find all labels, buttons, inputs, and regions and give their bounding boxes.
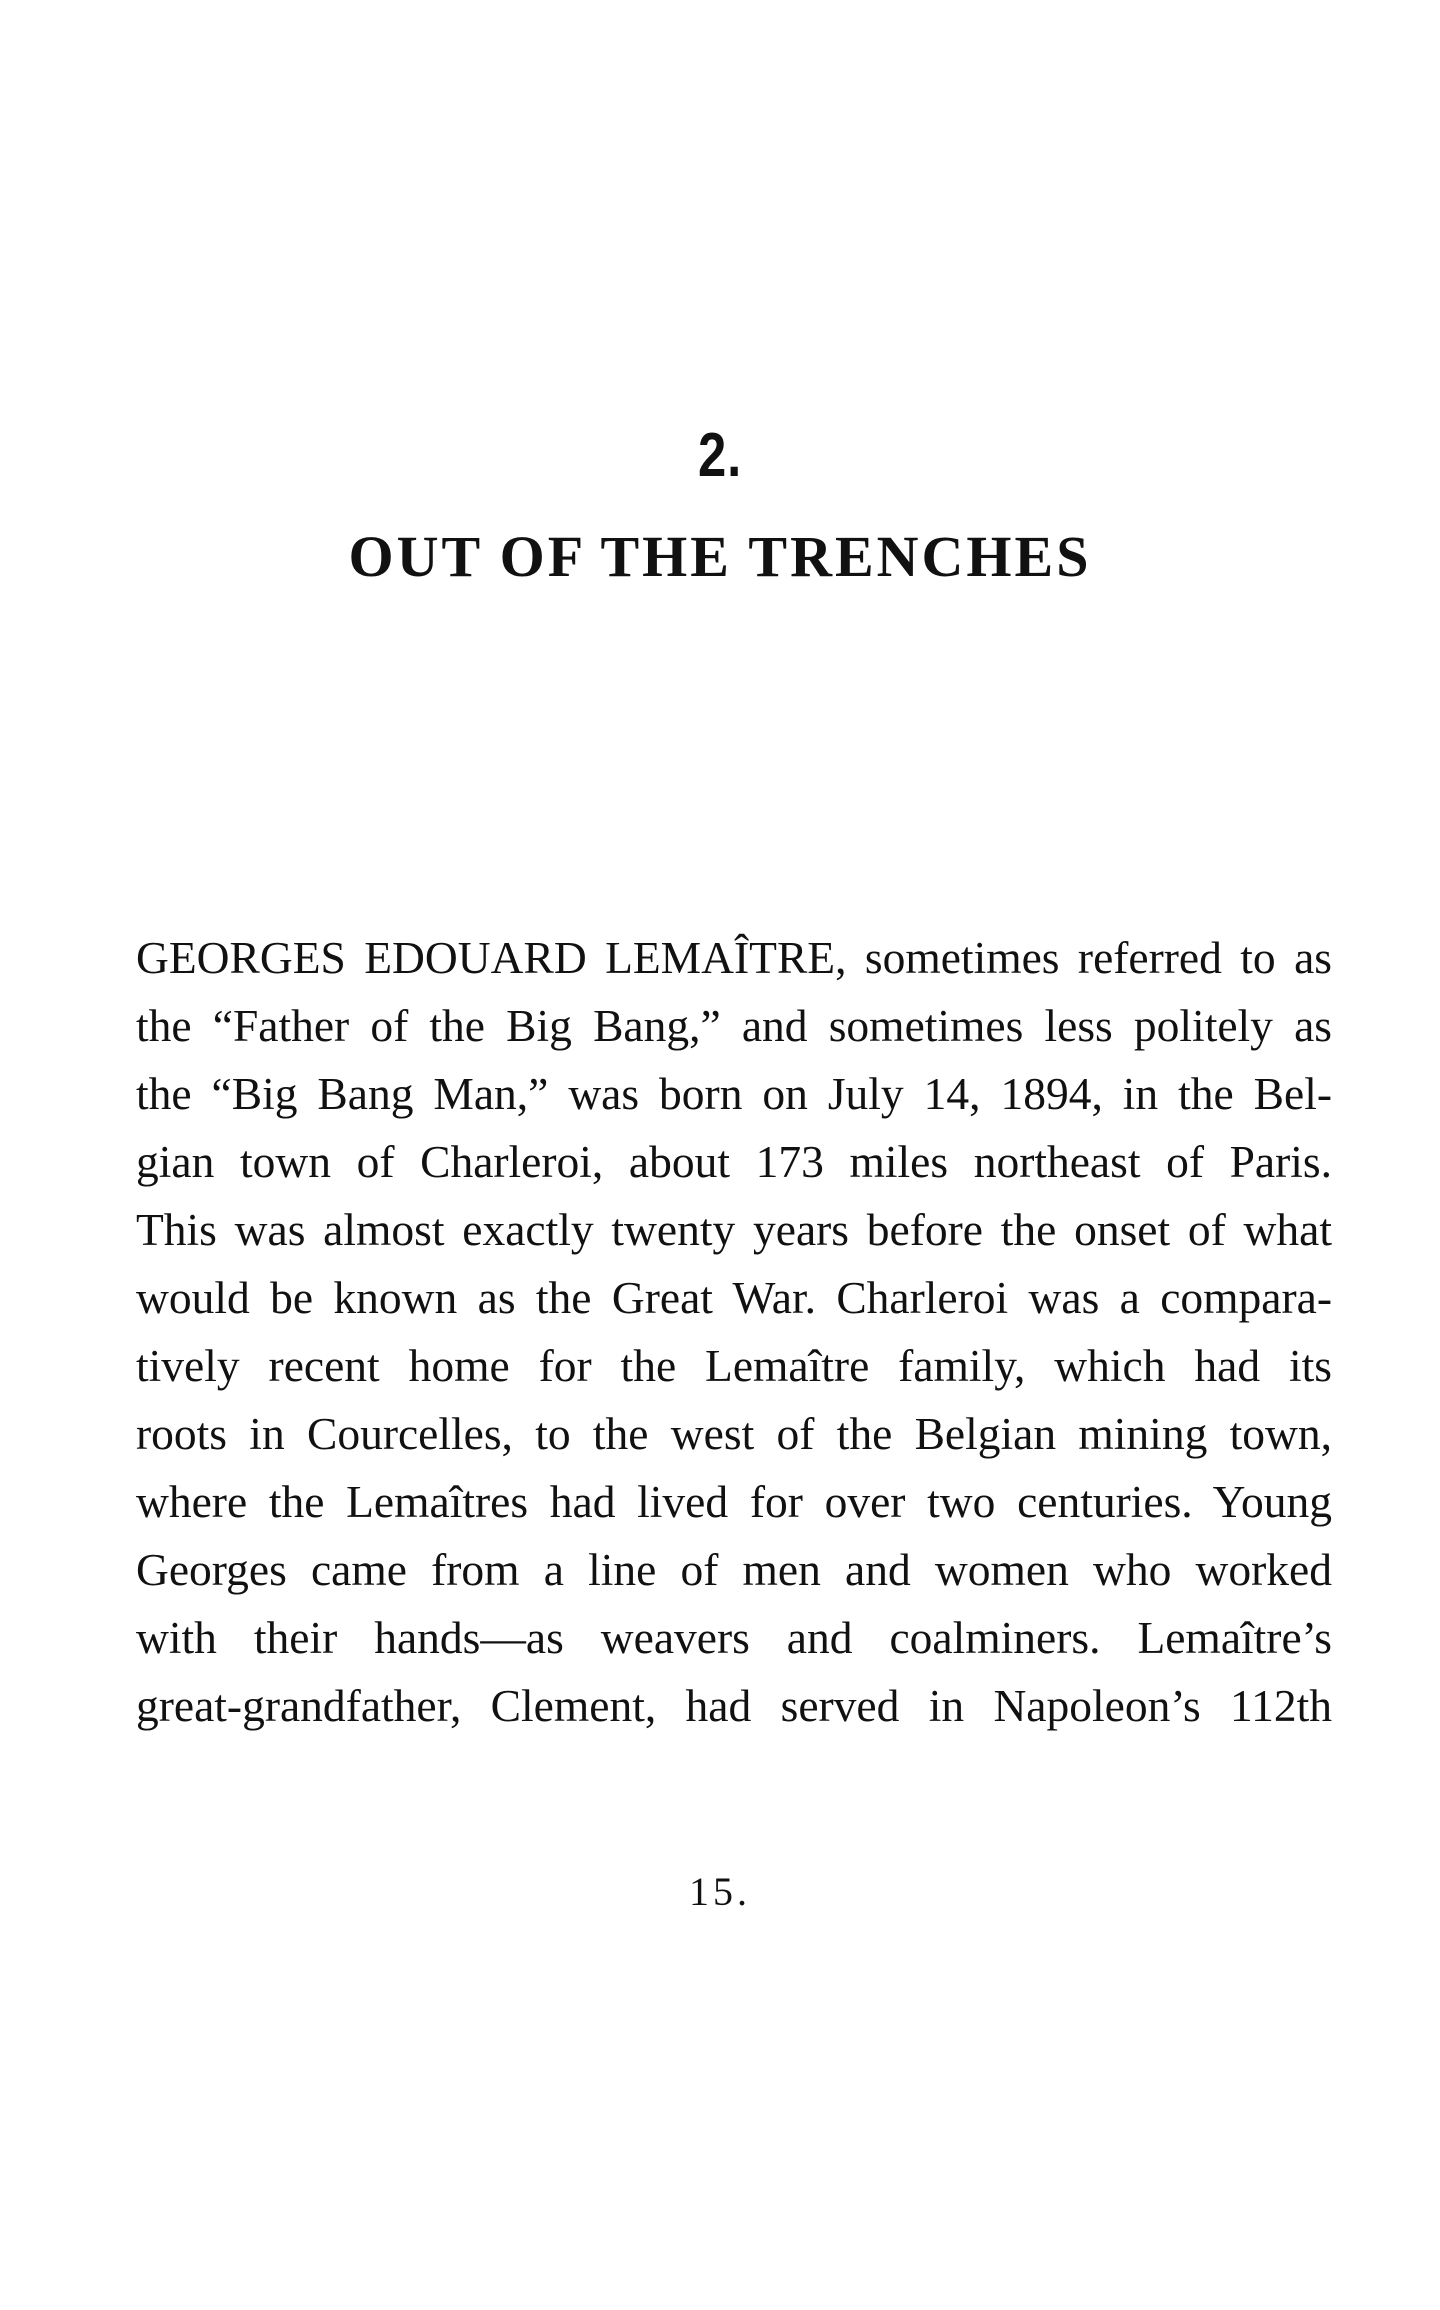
paragraph-line: with their hands—as weavers and coalminers. Lemaître’s <box>136 1612 1332 1663</box>
chapter-number: 2. <box>697 421 743 490</box>
paragraph-line: gian town of Charleroi, about 173 miles northeast of Paris. <box>136 1136 1332 1187</box>
paragraph-line: would be known as the Great War. Charleroi was a compara- <box>136 1272 1332 1323</box>
paragraph-line: This was almost exactly twenty years before the onset of what <box>136 1204 1332 1255</box>
paragraph-line: Georges came from a line of men and women who worked <box>136 1544 1332 1595</box>
paragraph-line: tively recent home for the Lemaître family, which had its <box>136 1340 1332 1391</box>
page-number: 15. <box>689 1869 751 1914</box>
paragraph-line: the “Father of the Big Bang,” and sometimes less politely as <box>136 1000 1332 1051</box>
paragraph-line: great-grandfather, Clement, had served in Napoleon’s 112th <box>136 1680 1332 1731</box>
body-paragraph <box>136 924 1332 1740</box>
chapter-title: OUT OF THE TRENCHES <box>348 524 1092 589</box>
paragraph-line: where the Lemaîtres had lived for over two centuries. Young <box>136 1476 1332 1527</box>
paragraph-line: roots in Courcelles, to the west of the Belgian mining town, <box>136 1408 1332 1459</box>
paragraph-line: the “Big Bang Man,” was born on July 14, 1894, in the Bel- <box>136 1068 1332 1119</box>
paragraph-line: GEORGES EDOUARD LEMAÎTRE, sometimes referred to as <box>136 932 1332 983</box>
